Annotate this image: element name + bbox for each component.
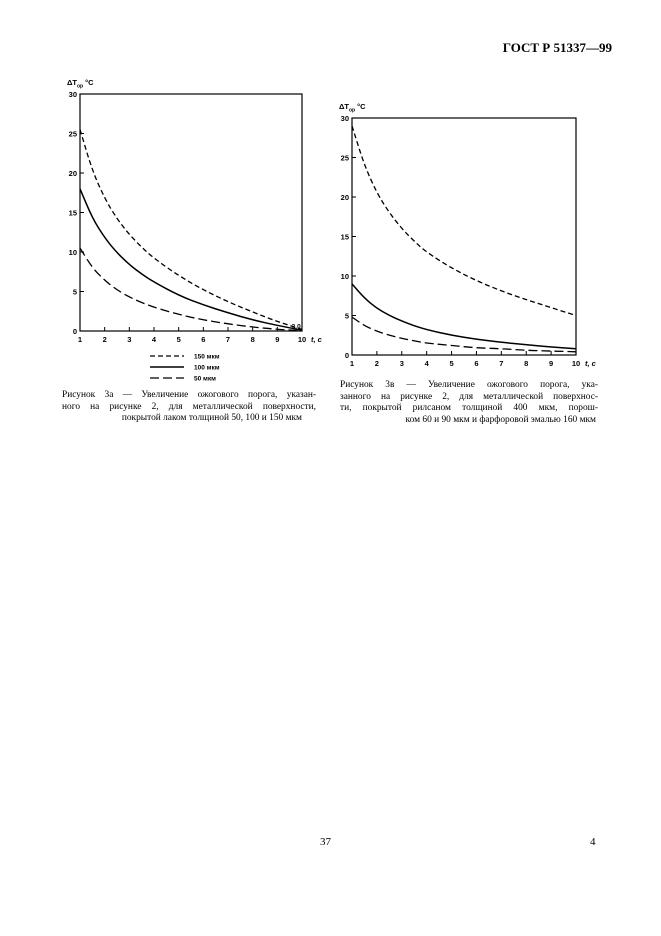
chart-3a-y-tick-label: 15 xyxy=(68,208,77,218)
chart-3a-x-tick-label: 3 xyxy=(127,335,132,344)
chart-3a-y-tick-label: 10 xyxy=(68,248,77,257)
chart-3v-x-axis-label: t, c xyxy=(585,359,596,368)
chart-3a-x-tick-label: 10 xyxy=(297,335,307,344)
chart-3v-x-tick-label: 7 xyxy=(499,359,504,368)
chart-3a-x-tick-label: 7 xyxy=(225,335,231,344)
chart-3v-x-tick-label: 10 xyxy=(571,359,581,368)
chart-figure-3v xyxy=(332,96,602,386)
chart-3v-y-tick-label: 30 xyxy=(340,114,349,123)
figure-3v-caption xyxy=(340,380,598,426)
figure-3a-caption xyxy=(62,390,316,425)
chart-3a-x-tick-label: 4 xyxy=(151,335,157,344)
chart-3v-x-tick-label: 3 xyxy=(399,359,404,368)
chart-3a-x-tick-label: 6 xyxy=(201,335,206,344)
chart-figure-3a xyxy=(58,72,328,390)
document-standard-number: ГОСТ Р 51337—99 xyxy=(502,40,612,55)
chart-3a-x-axis-label: t, c xyxy=(311,335,322,344)
chart-3a-y-tick-label: 5 xyxy=(72,287,77,297)
chart-3v-series-line-2 xyxy=(352,284,576,349)
sheet-number: 4 xyxy=(590,836,596,848)
caption-3v-line: Рисунок 3в — Увеличение ожогового порога, ука- xyxy=(340,380,598,390)
chart-3a-x-tick-label: 5 xyxy=(176,335,181,344)
caption-3v-line: занного на рисунке 2, для металлической поверхнос- xyxy=(340,391,598,402)
chart-3v-y-tick-label: 5 xyxy=(344,311,349,321)
chart-3a-y-tick-label: 0 xyxy=(72,327,77,336)
chart-3v-y-tick-label: 15 xyxy=(340,232,349,242)
chart-3a-canvas xyxy=(58,72,328,390)
chart-3v-x-tick-label: 8 xyxy=(524,359,529,368)
chart-3a-x-tick-label: 2 xyxy=(102,335,107,344)
chart-3a-legend-label: 50 мкм xyxy=(194,375,216,383)
chart-3v-x-tick-label: 9 xyxy=(549,359,554,368)
chart-3v-y-tick-label: 0 xyxy=(344,351,349,360)
chart-3v-plot-frame xyxy=(352,118,576,355)
chart-3v-x-tick-label: 2 xyxy=(374,359,379,368)
chart-3a-x-tick-label: 8 xyxy=(250,335,255,344)
chart-3a-y-tick-label: 20 xyxy=(68,169,77,178)
caption-3v-line: ти, покрытой рилсаном толщиной 400 мкм, порош- xyxy=(340,403,598,413)
chart-3a-legend-label: 100 мкм xyxy=(194,364,220,372)
chart-3v-y-tick-label: 10 xyxy=(340,272,349,281)
chart-3a-series-line-2 xyxy=(80,189,302,330)
caption-3a-line: покрытой лаком толщиной 50, 100 и 150 мкм xyxy=(121,413,302,423)
caption-3v-line: ком 60 и 90 мкм и фарфоровой эмалью 160 мкм xyxy=(405,414,596,425)
chart-3v-series-line-1 xyxy=(352,126,576,316)
chart-3v-y-tick-label: 20 xyxy=(340,193,349,202)
chart-3v-x-tick-label: 5 xyxy=(449,359,454,368)
chart-3v-y-tick-label: 25 xyxy=(340,153,349,163)
chart-3v-y-axis-label: $\Delta T_{ор}$ °C xyxy=(339,102,366,114)
chart-3a-y-tick-label: 30 xyxy=(68,90,77,99)
chart-3v-canvas xyxy=(332,96,602,386)
caption-3a-line: ного на рисунке 2, для металлической поверхности, xyxy=(62,401,316,412)
chart-3a-y-tick-label: 25 xyxy=(68,129,77,139)
chart-3a-y-axis-label: $\Delta T_{ор}$ °C xyxy=(67,78,94,90)
caption-3a-line: Рисунок 3а — Увеличение ожогового порога, указан- xyxy=(62,390,316,400)
chart-3v-x-tick-label: 6 xyxy=(474,359,479,368)
chart-3a-x-tick-label: 9 xyxy=(275,335,280,344)
chart-3a-legend-label: 150 мкм xyxy=(194,353,220,361)
chart-3a-x-tick-label: 1 xyxy=(77,335,83,344)
chart-3v-x-tick-label: 4 xyxy=(424,359,429,368)
chart-3a-annotation: 3,0 xyxy=(291,323,301,331)
page-number: 37 xyxy=(320,836,331,848)
chart-3v-x-tick-label: 1 xyxy=(349,359,355,368)
